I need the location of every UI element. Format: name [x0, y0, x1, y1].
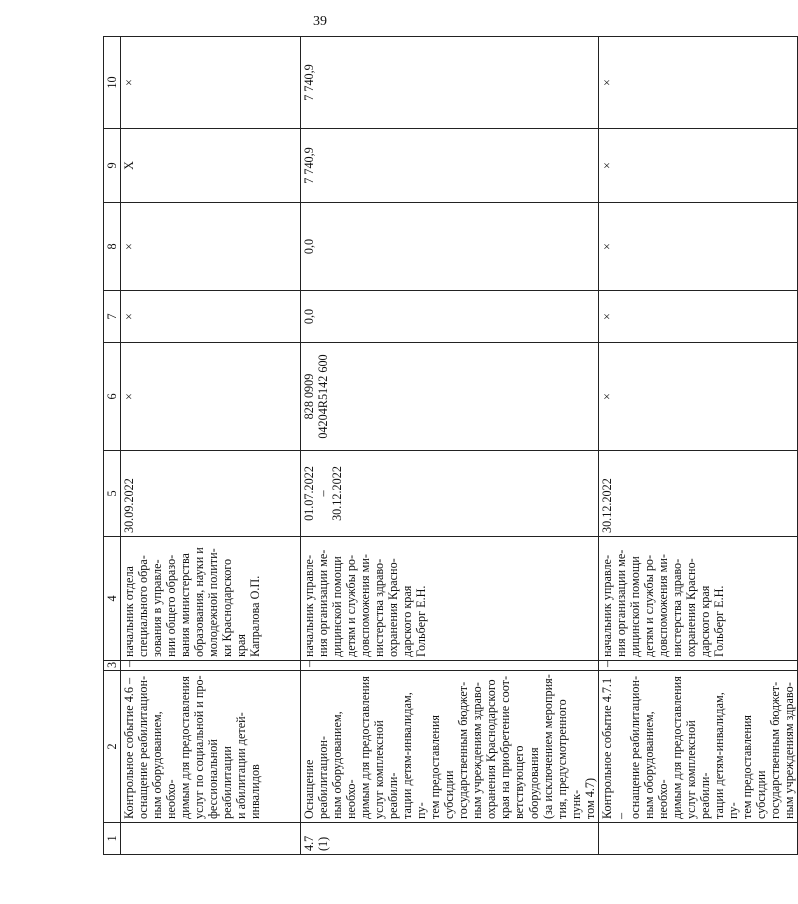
row-number-cell: 4.7 (1): [301, 823, 599, 855]
value-cell: X: [121, 129, 301, 203]
page-number: 39: [313, 14, 327, 29]
event-description-cell: Контрольное событие 4.6 – оснащение реабилитацион- ным оборудованием, необхо- димым для предоставления услуг по социальной и про- фессиональной реабилитации и абилитации детей- инвалидов: [121, 671, 301, 823]
header-cell: 4: [104, 537, 121, 661]
col3-cell: –: [301, 661, 599, 671]
code-cell: 828 0909 04204R5142 600: [301, 343, 599, 451]
table-row: [121, 37, 301, 855]
row-number-cell: [598, 823, 797, 855]
rotated-table-wrapper: [103, 37, 797, 855]
event-description-cell: Оснащение реабилитацион- ным оборудованием, необхо- димым для предоставления услуг комплексной реабили- тации детям-инвалидам, пу- тем предоставления субсидии государственным бюджет- ным учреждениям здраво- охранения Краснодарского края на приобретение соот- ветствующего оборудования (за исключением мероприя- тия, предусмотренного пунк- том 4.7): [301, 671, 599, 823]
value-cell: ×: [598, 203, 797, 291]
header-cell: 3: [104, 661, 121, 671]
col3-cell: –: [598, 661, 797, 671]
responsible-cell: начальник отдела специального обра- зования в управле- нии общего образо- вания министерства образования, науки и молодежной полити- ки Краснодарского края Капралова О.П.: [121, 537, 301, 661]
responsible-cell: начальник управле- ния организации ме- дицинской помощи детям и службы ро- довспоможения ми- нистерства здраво- охранения Красно- дарского края Гольберг Е.Н.: [301, 537, 599, 661]
header-cell: 9: [104, 129, 121, 203]
value-cell: 7 740,9: [301, 129, 599, 203]
value-cell: ×: [121, 37, 301, 129]
code-cell: ×: [121, 343, 301, 451]
value-cell: ×: [598, 291, 797, 343]
date-cell: 30.09.2022: [121, 451, 301, 537]
value-cell: ×: [598, 37, 797, 129]
value-cell: 0,0: [301, 291, 599, 343]
header-cell: 8: [104, 203, 121, 291]
row-number-cell: [121, 823, 301, 855]
header-cell: 1: [104, 823, 121, 855]
header-cell: 6: [104, 343, 121, 451]
table-row: [301, 37, 599, 855]
responsible-cell: начальник управле- ния организации ме- дицинской помощи детям и службы ро- довспоможения ми- нистерства здраво- охранения Красно- дарского края Гольберг Е.Н.: [598, 537, 797, 661]
date-cell: 01.07.2022 – 30.12.2022: [301, 451, 599, 537]
header-cell: 5: [104, 451, 121, 537]
table-header-row: [104, 37, 121, 855]
event-description-cell: Контрольное событие 4.7.1 – оснащение реабилитацион- ным оборудованием, необхо- димым для предоставления услуг комплексной реабили- тации детям-инвалидам, пу- тем предоставления субсидии государственным бюджет- ным учреждениям здраво-: [598, 671, 797, 823]
value-cell: 0,0: [301, 203, 599, 291]
header-cell: 2: [104, 671, 121, 823]
date-cell: 30.12.2022: [598, 451, 797, 537]
col3-cell: –: [121, 661, 301, 671]
value-cell: ×: [598, 129, 797, 203]
value-cell: ×: [121, 203, 301, 291]
value-cell: 7 740,9: [301, 37, 599, 129]
header-cell: 10: [104, 37, 121, 129]
value-cell: ×: [121, 291, 301, 343]
header-cell: 7: [104, 291, 121, 343]
code-cell: ×: [598, 343, 797, 451]
table-row: [598, 37, 797, 855]
plan-table: [103, 36, 798, 855]
